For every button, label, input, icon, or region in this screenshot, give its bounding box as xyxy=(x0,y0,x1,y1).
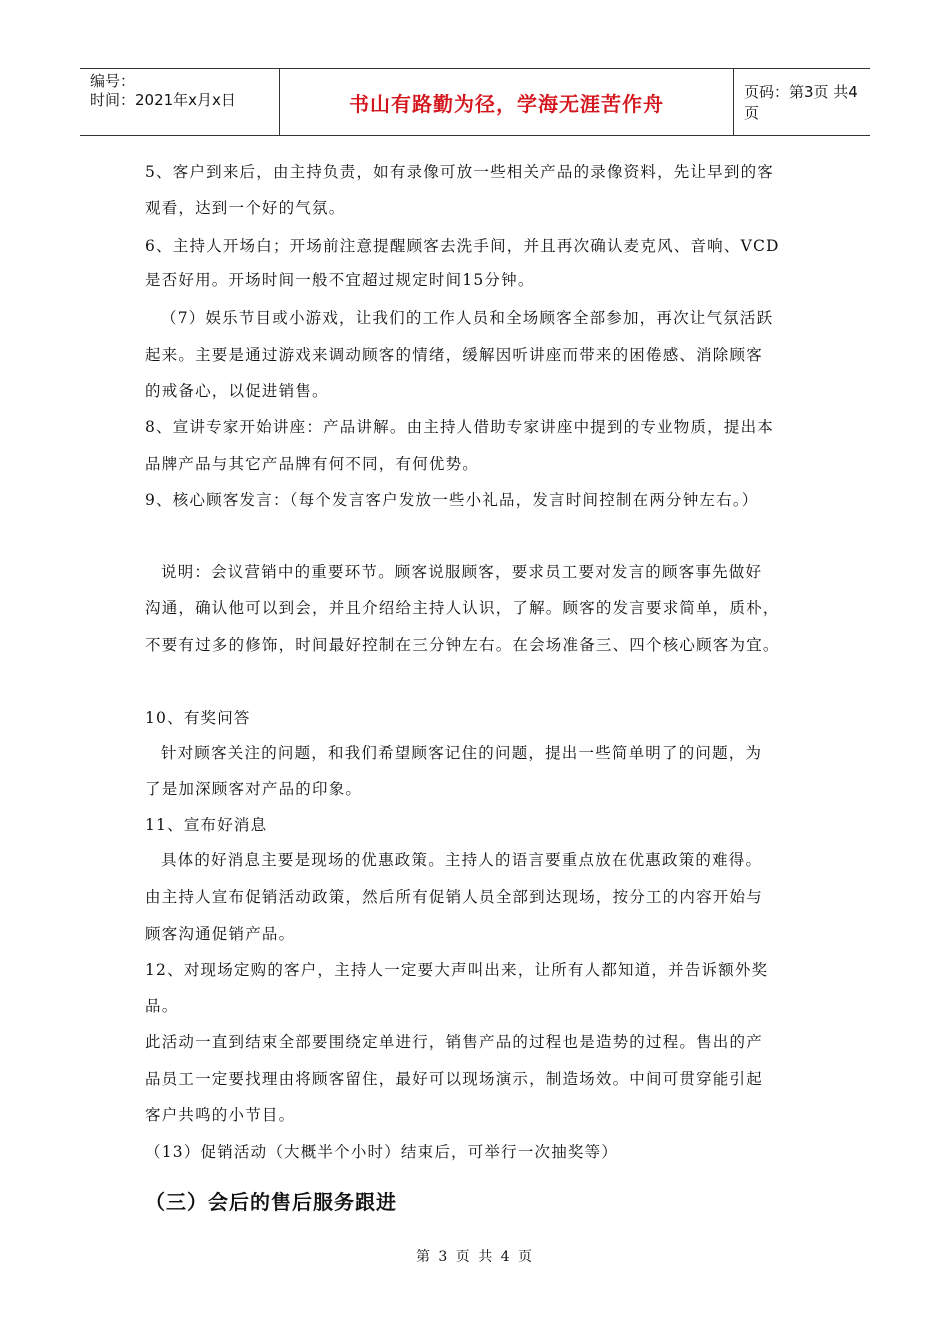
paragraph-line: 沟通，确认他可以到会，并且介绍给主持人认识，了解。顾客的发言要求简单，质朴， xyxy=(145,599,780,617)
document-date-label: 时间：2021年x月x日 xyxy=(90,91,236,109)
paragraph-line: 12、对现场定购的客户，主持人一定要大声叫出来，让所有人都知道，并告诉额外奖 xyxy=(145,961,769,979)
paragraph-line: 10、有奖问答 xyxy=(145,709,251,727)
paragraph-line: 了是加深顾客对产品的印象。 xyxy=(145,780,363,798)
paragraph-line: 针对顾客关注的问题，和我们希望顾客记住的问题，提出一些简单明了的问题，为 xyxy=(161,744,763,762)
paragraph-line: 的戒备心，以促进销售。 xyxy=(145,382,329,400)
paragraph-line: 5、客户到来后，由主持负责，如有录像可放一些相关产品的录像资料，先让早到的客 xyxy=(145,163,774,181)
paragraph-line: 品。 xyxy=(145,997,179,1015)
page-footer: 第 3 页 共 4 页 xyxy=(415,1249,535,1265)
paragraph-line: 8、宣讲专家开始讲座：产品讲解。由主持人借助专家讲座中提到的专业物质，提出本 xyxy=(145,418,774,436)
header-motto: 书山有路勤为径，学海无涯苦作舟 xyxy=(280,69,734,135)
header-page-number: 页码：第3页 共4页 xyxy=(744,83,858,122)
paragraph-line: （7）娱乐节目或小游戏，让我们的工作人员和全场顾客全部参加，再次让气氛活跃 xyxy=(161,309,774,327)
paragraph-line: 此活动一直到结束全部要围绕定单进行，销售产品的过程也是造势的过程。售出的产 xyxy=(145,1033,763,1051)
paragraph-line: 具体的好消息主要是现场的优惠政策。主持人的语言要重点放在优惠政策的难得。 xyxy=(161,851,763,869)
paragraph-line: 起来。主要是通过游戏来调动顾客的情绪，缓解因听讲座而带来的困倦感、消除顾客 xyxy=(145,346,763,364)
header-table xyxy=(80,68,870,136)
paragraph-line: 品牌产品与其它产品牌有何不同，有何优势。 xyxy=(145,455,480,473)
paragraph-line: 客户共鸣的小节目。 xyxy=(145,1106,296,1124)
paragraph-line: 11、宣布好消息 xyxy=(145,816,268,834)
header-info-cell xyxy=(80,69,280,135)
paragraph-line: 品员工一定要找理由将顾客留住，最好可以现场演示，制造场效。中间可贯穿能引起 xyxy=(145,1070,763,1088)
paragraph-line: 由主持人宣布促销活动政策，然后所有促销人员全部到达现场，按分工的内容开始与 xyxy=(145,888,763,906)
paragraph-line: 说明：会议营销中的重要环节。顾客说服顾客，要求员工要对发言的顾客事先做好 xyxy=(161,563,763,581)
paragraph-line: 是否好用。开场时间一般不宜超过规定时间15分钟。 xyxy=(145,271,535,289)
paragraph-line: 不要有过多的修饰，时间最好控制在三分钟左右。在会场准备三、四个核心顾客为宜。 xyxy=(145,636,780,654)
paragraph-line: 顾客沟通促销产品。 xyxy=(145,925,296,943)
paragraph-line: 6、主持人开场白；开场前注意提醒顾客去洗手间，并且再次确认麦克风、音响、VCD xyxy=(145,237,780,255)
section-heading: （三）会后的售后服务跟进 xyxy=(145,1190,397,1214)
paragraph-line: 观看，达到一个好的气氛。 xyxy=(145,199,346,217)
paragraph-line: 9、核心顾客发言：（每个发言客户发放一些小礼品，发言时间控制在两分钟左右。） xyxy=(145,491,759,509)
paragraph-line: （13）促销活动（大概半个小时）结束后，可举行一次抽奖等） xyxy=(145,1143,619,1161)
document-number-label: 编号： xyxy=(90,72,136,90)
